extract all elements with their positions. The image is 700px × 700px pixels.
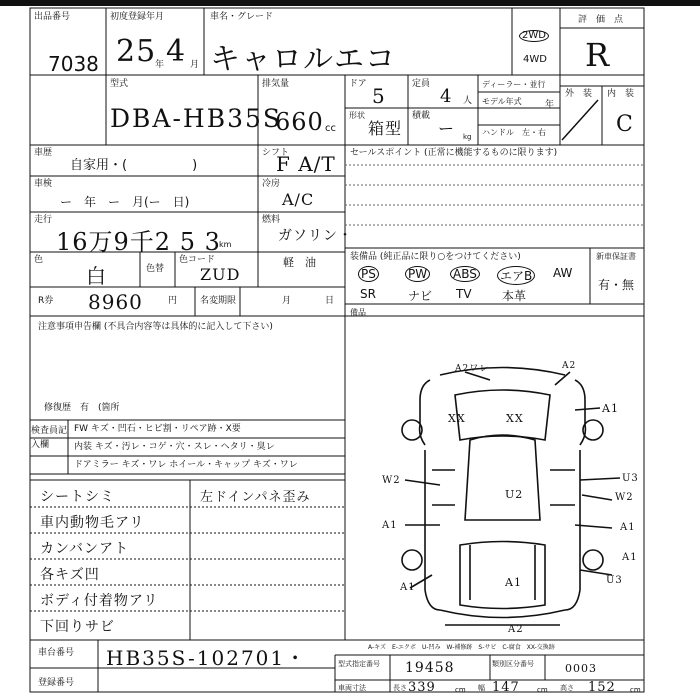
damage-mark: U2 [505,488,524,501]
shaken-value: ー 年 ー 月(ー 日) [60,195,190,209]
chassis-label: 車台番号 [38,648,75,658]
capacity-value: 4 [440,86,453,107]
model-cert-number: 19458 [405,660,455,676]
month-unit: 月 [190,60,200,70]
shift-label: シフト [262,148,290,158]
door-label: ドア [349,79,367,89]
eval-label: 評 価 点 [578,15,624,25]
damage-mark: U3 [606,575,623,586]
year-unit: 年 [155,60,165,70]
lot-label: 出品番号 [34,12,71,22]
dealer-label: ディーラー・並行 [482,80,546,89]
load-unit: kg [463,133,472,141]
sales-point-label: セールスポイント (正常に機能するものに限ります) [350,148,558,158]
equipment-label: 装備品 (純正品に限り○をつけてください) [350,252,521,262]
equip-aw: AW [553,266,573,280]
note-line: 下回りサビ [40,619,115,635]
exterior-label: 外 装 [565,89,593,99]
model-year-unit: 年 [545,100,555,110]
displacement-value: 660 [275,108,324,136]
new-car-warranty-label: 新車保証書 [596,252,636,261]
equip-pw: PW [405,266,430,282]
other-label: 備品 [350,308,366,317]
color-change-label: 色替 [146,264,165,274]
damage-mark: XX [448,412,466,425]
eval-score: R [585,36,611,74]
note-line: ボディ付着物アリ [40,593,159,609]
damage-mark: W2 [382,475,401,486]
class-label: 類別区分番号 [492,660,534,668]
displacement-label: 排気量 [262,79,290,89]
color-code-label: 色コード [179,255,216,265]
height-value: 152 [588,680,616,695]
door-value: 5 [372,84,386,108]
length-value: 339 [408,680,436,695]
fuel-diesel: 軽 油 [283,256,316,269]
lot-number: 7038 [48,52,99,76]
class-number: 0003 [565,662,597,675]
load-label: 積載 [412,111,431,121]
equip-airbag: エアB [497,266,535,285]
check-row-fw: FW キズ・凹石・ヒビ割・リペア跡・X要 [74,424,241,434]
name-label: 車名・グレード [210,12,274,22]
repair-label: 修復歴 有 (箇所 [44,403,120,413]
new-car-warranty-value: 有・無 [598,278,635,292]
length-label: 長さ [393,684,407,692]
equip-ps: PS [358,266,379,282]
fuel-label: 燃料 [262,215,281,225]
model-year-label: モデル年式 [482,97,522,106]
recycle-label: R券 [38,296,54,306]
damage-mark: A1 [382,520,398,531]
equip-abs: ABS [450,266,480,282]
first-reg-label: 初度登録年月 [110,12,165,22]
note-line: シートシミ [40,489,115,505]
history-label: 車歴 [34,148,53,158]
model-label: 型式 [110,79,129,89]
name-change-day: 日 [325,296,335,306]
displacement-unit: cc [325,123,336,134]
handle-label: ハンドル 左・右 [482,128,546,137]
shift-value: F A/T [276,152,336,176]
first-reg-month: 4 [166,34,187,69]
width-value: 147 [492,680,520,695]
notes-label: 注意事項申告欄 (不具合内容等は具体的に記入して下さい) [38,322,273,332]
fuel-gasoline: ガソリン・ [278,228,353,244]
damage-mark: A2 [562,361,577,371]
note-line: 車内動物毛アリ [40,515,145,531]
first-reg-year: 25 [116,34,157,69]
damage-mark: XX [506,412,524,425]
width-unit: cm [537,686,548,694]
shaken-label: 車検 [34,179,53,189]
mileage-unit: km [219,240,232,249]
recycle-value: 8960 [88,290,143,314]
damage-mark: A1 [400,582,416,593]
name-change-label: 名変期限 [200,296,237,306]
cooler-value: A/C [282,190,315,209]
car-name: キャロルエコ [210,42,396,77]
drive-4wd: 4WD [523,54,547,65]
color-code-value: ZUD [200,265,241,284]
check-row-interior: 内装 キズ・汚レ・コゲ・穴・スレ・ヘタリ・臭レ [74,442,275,452]
history-value: 自家用・( ) [70,158,198,173]
damage-mark: A1 [622,552,638,563]
height-unit: cm [630,686,641,694]
damage-mark: W2 [615,492,634,503]
model-code: DBA-HB35S [110,104,283,133]
note-line: 各キズ凹 [40,567,100,583]
recycle-unit: 円 [168,296,178,306]
cooler-label: 冷房 [262,179,281,189]
mileage-value: 16万9千2 5 3 [56,228,221,256]
equip-navi: ナビ [408,289,433,303]
damage-mark: A2ワレ [455,364,490,374]
interior-label: 内 装 [607,89,635,99]
dimensions-label: 車両寸法 [338,684,366,692]
damage-mark: A1 [505,576,522,589]
name-change-month: 月 [282,296,292,306]
note-line: カンバンアト [40,541,130,557]
height-label: 高さ [560,684,574,692]
color-value: 白 [86,264,107,288]
shape-value: 箱型 [368,119,403,138]
interior-grade: C [616,112,634,137]
damage-mark: A1 [620,522,636,533]
equip-sr: SR [360,287,376,301]
registration-label: 登録番号 [38,678,75,688]
color-label: 色 [34,255,44,265]
mileage-label: 走行 [34,215,53,225]
length-unit: cm [455,686,466,694]
damage-mark: U3 [622,473,639,484]
check-row-mirror: ドアミラー キズ・ワレ ホイール・キャップ キズ・ワレ [74,460,298,470]
model-cert-label: 型式指定番号 [338,660,380,668]
equip-leather: 本革 [502,289,527,303]
damage-mark: A2 [508,624,524,635]
checks-title: 検査員記入欄 [31,426,68,450]
capacity-label: 定員 [412,79,431,89]
shape-label: 形状 [349,111,365,120]
load-value: ー [438,119,456,138]
capacity-unit: 人 [463,96,473,106]
chassis-number: HB35S-102701・ [106,646,308,670]
right-note: 左ドインパネ歪み [200,490,311,505]
damage-mark: A1 [602,402,619,415]
drive-2wd: 2WD [519,30,549,42]
diagram-legend: A-キズ E-エクボ U-凹み W-補修跡 S-サビ C-腐食 XX-交換跡 [368,644,555,651]
equip-tv: TV [456,287,472,301]
width-label: 幅 [478,684,485,692]
